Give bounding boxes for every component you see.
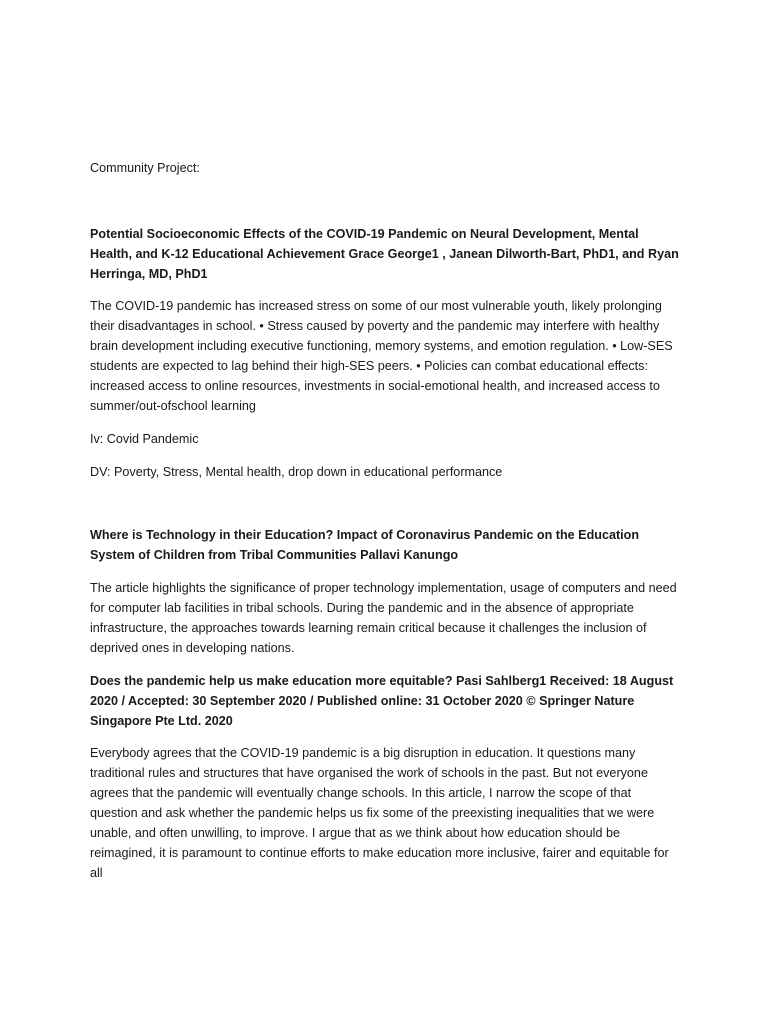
document-body (90, 158, 682, 883)
entry-heading: Does the pandemic help us make education more equitable? Pasi Sahlberg1 Received: 18 August 2020 / Accepted: 30 September 2020 / Published online: 31 October 2020 © Springer Nature Singapore Pte Ltd. 2020 (90, 674, 674, 728)
dependent-variable: DV: Poverty, Stress, Mental health, drop down in educational performance (90, 465, 503, 479)
entry-summary: The COVID-19 pandemic has increased stress on some of our most vulnerable youth, likely prolonging their disadvantages in school. • Stress caused by poverty and the pandemic may interfere with healthy brain development including executive functioning, memory systems, and emotion regulation. • Low-SES students are expected to lag behind their high-SES peers. • Policies can combat educational effects: increased access to online resources, investments in social-emotional health, and increased access to summer/out-ofschool learning (90, 299, 673, 413)
entry-summary: Everybody agrees that the COVID-19 pandemic is a big disruption in education. It questions many traditional rules and structures that have organised the work of schools in the past. But not everyone agrees that the pandemic will eventually change schools. In this article, I narrow the scope of that question and ask whether the pandemic helps us fix some of the preexisting inequalities that we were unable, and often unwilling, to improve. I argue that as we think about how education should be reimagined, it is paramount to continue efforts to make education more inclusive, fairer and equitable for all (90, 746, 669, 880)
entry-summary: The article highlights the significance of proper technology implementation, usage of computers and need for computer lab facilities in tribal schools. During the pandemic and in the absence of appropriate infrastructure, the approaches towards learning remain critical because it challenges the inclusion of deprived ones in developing nations. (90, 581, 677, 655)
entry-heading: Potential Socioeconomic Effects of the COVID-19 Pandemic on Neural Development, Mental Health, and K-12 Educational Achievement Grace George1 , Janean Dilworth-Bart, PhD1, and Ryan Herringa, MD, PhD1 (90, 227, 679, 281)
entry-heading: Where is Technology in their Education? Impact of Coronavirus Pandemic on the Education System of Children from Tribal Communities Pallavi Kanungo (90, 528, 640, 562)
project-label: Community Project: (90, 161, 200, 175)
independent-variable: Iv: Covid Pandemic (90, 432, 199, 446)
